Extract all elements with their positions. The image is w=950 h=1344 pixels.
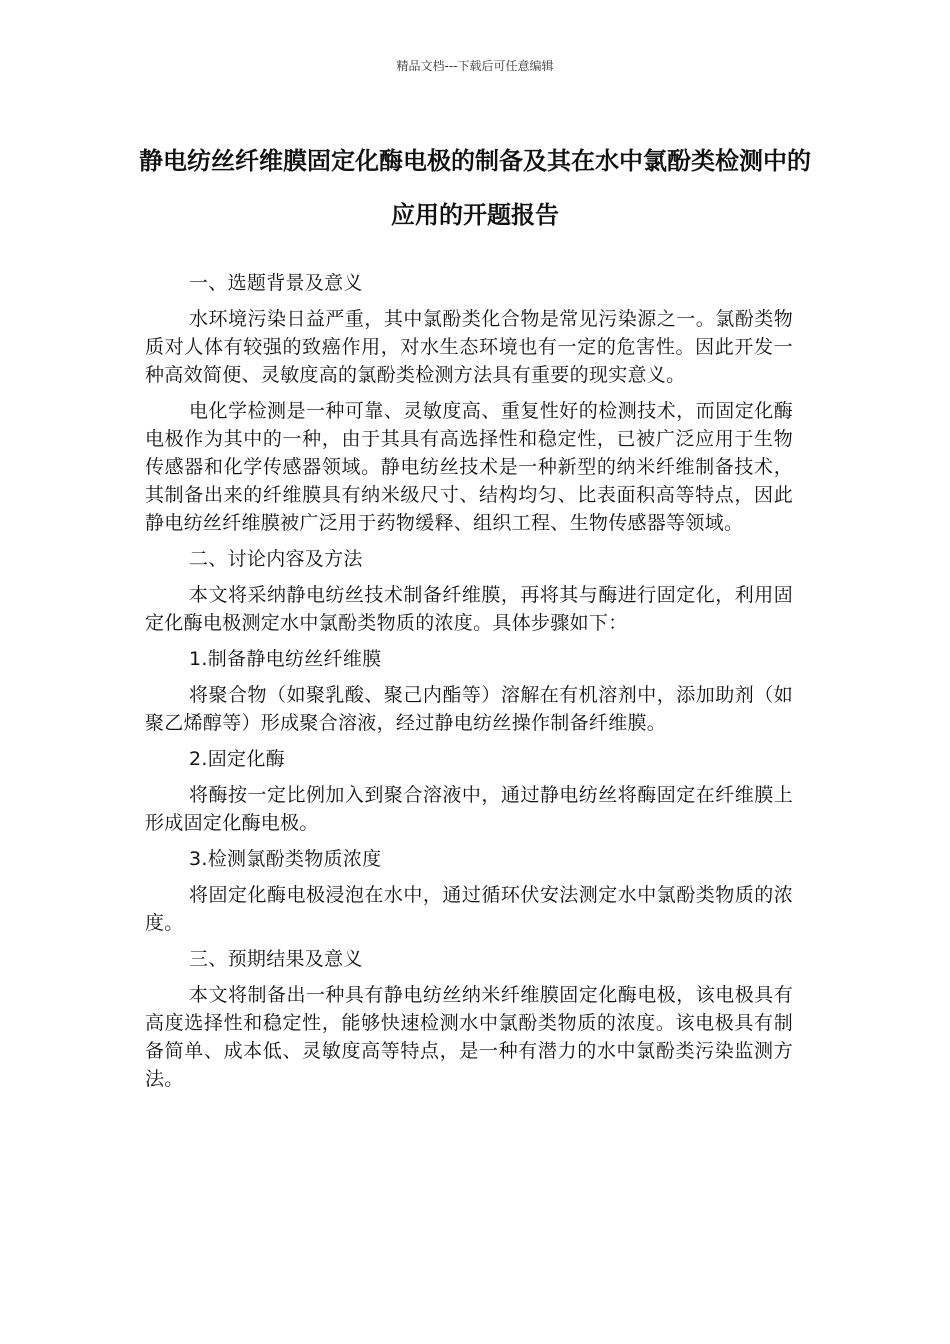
document-body: [145, 269, 793, 1101]
body-paragraph: 本文将采纳静电纺丝技术制备纤维膜，再将其与酶进行固定化，利用固定化酶电极测定水中氯酚类物质的浓度。具体步骤如下：: [145, 584, 793, 634]
body-paragraph: 将聚合物（如聚乳酸、聚己内酯等）溶解在有机溶剂中，添加助剂（如聚乙烯醇等）形成聚合溶液，经过静电纺丝操作制备纤维膜。: [145, 684, 793, 734]
section-heading: 一、选题背景及意义: [189, 272, 363, 294]
document-title: 静电纺丝纤维膜固定化酶电极的制备及其在水中氯酚类检测中的应用的开题报告: [139, 147, 811, 229]
page-header-watermark: 精品文档---下载后可任意编辑: [396, 59, 554, 73]
body-paragraph: 将酶按一定比例加入到聚合溶液中，通过静电纺丝将酶固定在纤维膜上形成固定化酶电极。: [145, 784, 793, 834]
body-paragraph: 本文将制备出一种具有静电纺丝纳米纤维膜固定化酶电极，该电极具有高度选择性和稳定性，能够快速检测水中氯酚类物质的浓度。该电极具有制备简单、成本低、灵敏度高等特点，是一种有潜力的水中氯酚类污染监测方法。: [145, 984, 793, 1090]
section-heading: 三、预期结果及意义: [189, 948, 363, 970]
subsection-heading: 1.制备静电纺丝纤维膜: [189, 648, 382, 670]
body-paragraph: 水环境污染日益严重，其中氯酚类化合物是常见污染源之一。氯酚类物质对人体有较强的致癌作用，对水生态环境也有一定的危害性。因此开发一种高效简便、灵敏度高的氯酚类检测方法具有重要的现实意义。: [145, 308, 793, 386]
body-paragraph: 电化学检测是一种可靠、灵敏度高、重复性好的检测技术，而固定化酶电极作为其中的一种，由于其具有高选择性和稳定性，已被广泛应用于生物传感器和化学传感器领域。静电纺丝技术是一种新型的纳米纤维制备技术，其制备出来的纤维膜具有纳米级尺寸、结构均匀、比表面积高等特点，因此静电纺丝纤维膜被广泛用于药物缓释、组织工程、生物传感器等领域。: [145, 400, 793, 534]
section-heading: 二、讨论内容及方法: [189, 548, 363, 570]
body-paragraph: 将固定化酶电极浸泡在水中，通过循环伏安法测定水中氯酚类物质的浓度。: [145, 884, 793, 934]
subsection-heading: 3.检测氯酚类物质浓度: [189, 848, 382, 870]
subsection-heading: 2.固定化酶: [189, 748, 285, 770]
